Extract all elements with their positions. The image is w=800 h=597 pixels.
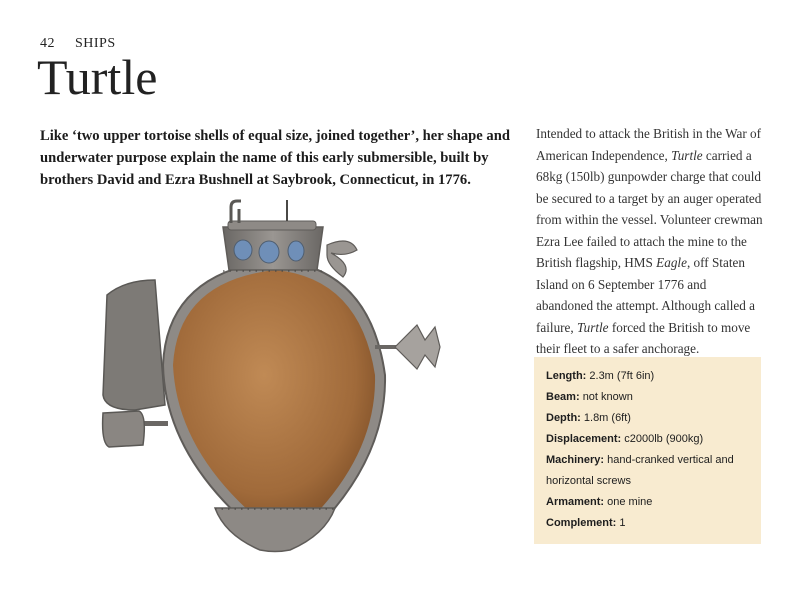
page-title: Turtle — [37, 49, 158, 105]
ship-name: Eagle — [656, 255, 687, 271]
tiller — [143, 421, 168, 426]
porthole — [259, 241, 279, 263]
specifications-box — [534, 357, 761, 544]
spec-depth: Depth: 1.8m (6ft) — [546, 412, 631, 424]
ballast — [215, 508, 335, 552]
spec-armament: Armament: one mine — [546, 496, 653, 508]
rudder-housing — [103, 280, 165, 410]
spec-complement: Complement: 1 — [546, 517, 626, 529]
horizontal-screw — [395, 325, 440, 369]
vertical-screw — [327, 241, 357, 277]
spec-beam: Beam: not known — [546, 391, 633, 403]
page-number: 42 — [40, 36, 55, 51]
rudder-blade — [103, 411, 145, 447]
porthole — [234, 240, 252, 260]
intro-paragraph: Like ‘two upper tortoise shells of equal size, joined together’, her shape and underwater purpose explain the name of this early submersible, built by brothers David and Ezra Bushnell at Saybrook, Connecticut, in 1776. — [40, 127, 510, 188]
porthole — [288, 241, 304, 261]
spec-displacement: Displacement: c2000lb (900kg) — [546, 433, 704, 445]
spec-machinery: Machinery: hand-cranked vertical and horizontal screws — [546, 454, 734, 487]
body-paragraph: Intended to attack the British in the War of American Independence, Turtle carried a 68kg (150lb) gunpowder charge that could be secured to a target by an auger operated from within the vessel. Volunteer crewman Ezra Lee failed to attach the mine to the British flagship, HMS Eagle, off Staten Island on 6 September 1776 and abandoned the attempt. Although called a failure, Turtle forced the British to move their fleet to a safer anchorage. — [536, 126, 763, 357]
vessel-name: Turtle — [577, 319, 609, 335]
vessel-name: Turtle — [671, 147, 703, 163]
hatch-top — [228, 221, 316, 230]
section-name: SHIPS — [75, 36, 116, 51]
spec-length: Length: 2.3m (7ft 6in) — [546, 370, 655, 382]
turtle-submarine-illustration — [95, 195, 455, 555]
